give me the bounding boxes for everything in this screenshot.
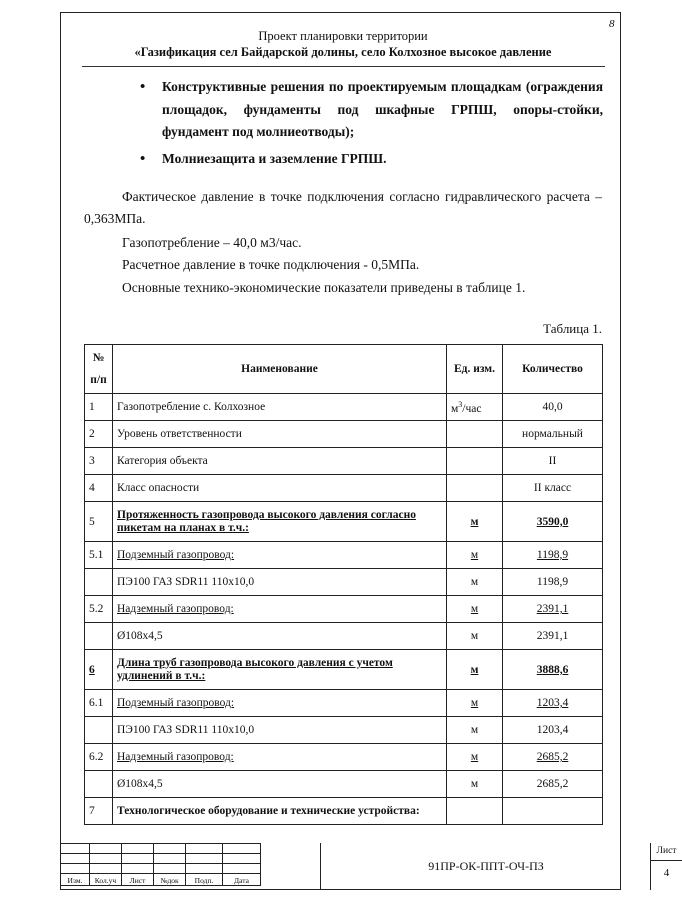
row-unit: м: [447, 744, 503, 771]
table-row: [85, 421, 603, 448]
row-unit: м: [447, 542, 503, 569]
row-unit: [447, 448, 503, 475]
row-unit: м: [447, 717, 503, 744]
header-name: Наименование: [113, 345, 447, 394]
table-row: [85, 542, 603, 569]
table-caption: Таблица 1.: [543, 321, 602, 336]
document-code: 91ПР-ОК-ППТ-ОЧ-ПЗ: [320, 843, 651, 890]
table-row: [85, 744, 603, 771]
header-rule: [82, 66, 605, 67]
paragraph-pressure: Фактическое давление в точке подключения согласно гидравлического расчета – 0,363МПа.: [84, 189, 602, 226]
row-name: Уровень ответственности: [113, 421, 447, 448]
row-name: Технологическое оборудование и технические устройства:: [113, 798, 447, 825]
stamp-label-izm: Изм.: [61, 874, 90, 886]
row-qty: 2685,2: [503, 744, 603, 771]
stamp-label-podp: Подп.: [186, 874, 223, 886]
row-num: 6: [85, 650, 113, 690]
row-name: Длина труб газопровода высокого давления с учетом удлинений в т.ч.:: [113, 650, 447, 690]
row-name: Категория объекта: [113, 448, 447, 475]
table-row: [85, 690, 603, 717]
row-qty: 1198,9: [503, 569, 603, 596]
stamp-label-data: Дата: [223, 874, 261, 886]
table-row: [85, 394, 603, 421]
row-name: ПЭ100 ГАЗ SDR11 110х10,0: [113, 717, 447, 744]
row-qty: 3888,6: [503, 650, 603, 690]
indicators-table: [84, 344, 603, 825]
row-num: [85, 569, 113, 596]
row-unit: [447, 798, 503, 825]
row-name: Подземный газопровод:: [113, 542, 447, 569]
title-block: [60, 843, 677, 890]
row-name: Надземный газопровод:: [113, 596, 447, 623]
row-unit: [447, 421, 503, 448]
row-num: [85, 771, 113, 798]
table-row: [85, 502, 603, 542]
row-unit: м: [447, 650, 503, 690]
row-num: [85, 717, 113, 744]
row-name: Ø108х4,5: [113, 623, 447, 650]
row-unit: $м^3$/час: [447, 394, 503, 421]
row-qty: II: [503, 448, 603, 475]
header-num: № п/п: [85, 345, 113, 394]
table-row: [85, 798, 603, 825]
table-header-row: [85, 345, 603, 394]
row-qty: 2391,1: [503, 623, 603, 650]
row-qty: 2391,1: [503, 596, 603, 623]
table-row: [85, 623, 603, 650]
row-qty: нормальный: [503, 421, 603, 448]
sheet-label: Лист: [651, 846, 682, 861]
table-row: [85, 717, 603, 744]
row-qty: 40,0: [503, 394, 603, 421]
row-name: Ø108х4,5: [113, 771, 447, 798]
bullet-item-constructive: • Конструктивные решения по проектируемым площадкам (ограждения площадок, фундаменты под шкафные ГРПШ, опоры-стойки, фундамент под молниеотводы);: [140, 76, 603, 144]
row-unit: м: [447, 569, 503, 596]
table-row: [85, 650, 603, 690]
row-num: 6.1: [85, 690, 113, 717]
table-row: [85, 475, 603, 502]
stamp-label-list: Лист: [122, 874, 154, 886]
row-num: [85, 623, 113, 650]
stamp-label-ndok: №док: [154, 874, 186, 886]
header-qty: Количество: [503, 345, 603, 394]
table-row: [85, 448, 603, 475]
table-row: [85, 771, 603, 798]
row-unit: м: [447, 623, 503, 650]
row-name: Класс опасности: [113, 475, 447, 502]
row-name: Подземный газопровод:: [113, 690, 447, 717]
row-num: 5: [85, 502, 113, 542]
page-number-top: 8: [609, 18, 615, 30]
row-num: 2: [85, 421, 113, 448]
row-qty: 3590,0: [503, 502, 603, 542]
header-line-2: «Газификация сел Байдарской долины, село Колхозное высокое давление: [134, 45, 552, 59]
row-qty: II класс: [503, 475, 603, 502]
row-num: 7: [85, 798, 113, 825]
document-header: [80, 28, 606, 60]
row-unit: м: [447, 771, 503, 798]
row-qty: [503, 798, 603, 825]
row-unit: м: [447, 596, 503, 623]
header-unit: Ед. изм.: [447, 345, 503, 394]
row-num: 1: [85, 394, 113, 421]
bullet-item-lightning: • Молниезащита и заземление ГРПШ.: [140, 148, 603, 171]
row-qty: 1203,4: [503, 717, 603, 744]
row-num: 3: [85, 448, 113, 475]
row-qty: 1203,4: [503, 690, 603, 717]
row-unit: м: [447, 690, 503, 717]
sheet-box: [650, 843, 682, 890]
table-row: [85, 569, 603, 596]
row-name: Надземный газопровод:: [113, 744, 447, 771]
row-qty: 1198,9: [503, 542, 603, 569]
sheet-number: 4: [663, 867, 670, 879]
paragraph-consumption: Газопотребление – 40,0 м3/час.: [122, 235, 302, 250]
row-qty: 2685,2: [503, 771, 603, 798]
stamp-label-kol: Кол.уч: [90, 874, 122, 886]
table-row: [85, 596, 603, 623]
paragraph-design-pressure: Расчетное давление в точке подключения - 0,5МПа.: [122, 257, 420, 272]
row-num: 5.2: [85, 596, 113, 623]
row-num: 6.2: [85, 744, 113, 771]
row-unit: [447, 475, 503, 502]
paragraph-table-intro: Основные технико-экономические показатели приведены в таблице 1.: [122, 280, 526, 295]
header-line-1: Проект планировки территории: [258, 29, 428, 43]
row-unit: м: [447, 502, 503, 542]
bullet-list: [140, 76, 603, 170]
row-name: Газопотребление с. Колхозное: [113, 394, 447, 421]
title-block-grid: [60, 843, 261, 886]
row-num: 5.1: [85, 542, 113, 569]
row-num: 4: [85, 475, 113, 502]
row-name: ПЭ100 ГАЗ SDR11 110х10,0: [113, 569, 447, 596]
row-name: Протяженность газопровода высокого давления согласно пикетам на планах в т.ч.:: [113, 502, 447, 542]
